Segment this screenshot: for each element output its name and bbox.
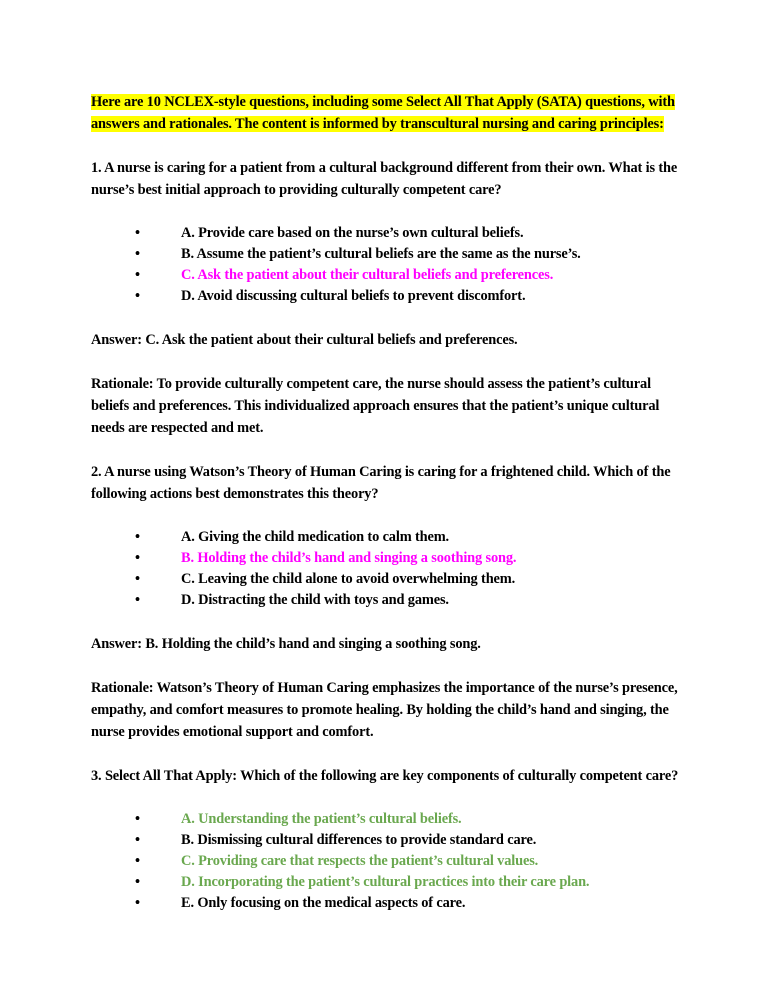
question-2-rationale: Rationale: Watson’s Theory of Human Caring emphasizes the importance of the nurse’s presence, empathy, and comfort measures to promote healing. By holding the child’s hand and singing, the nurse provides emotional support and comfort. [91,680,678,740]
bullet-icon: • [135,267,140,283]
question-2-stem: 2. A nurse using Watson’s Theory of Human Caring is caring for a frightened child. Which of the following actions best demonstrates this theory? [91,464,671,502]
question-3-stem: 3. Select All That Apply: Which of the following are key components of culturally competent care? [91,768,679,784]
question-3-options [91,809,691,914]
option-item [91,893,691,914]
option-text: C. Leaving the child alone to avoid overwhelming them. [181,571,516,587]
option-item-correct [91,872,691,893]
option-item [91,590,691,611]
highlighted-intro-text: Here are 10 NCLEX-style questions, including some Select All That Apply (SATA) questions, with answers and rationales. The content is informed by transcultural nursing and caring principles: [91,94,675,132]
bullet-icon: • [135,550,140,566]
option-text: D. Distracting the child with toys and games. [181,592,449,608]
option-text: A. Giving the child medication to calm them. [181,529,450,545]
bullet-icon: • [135,832,140,848]
bullet-icon: • [135,592,140,608]
option-item-correct [91,548,691,569]
intro-paragraph [91,91,691,135]
question-1-options [91,223,691,307]
option-text: B. Dismissing cultural differences to provide standard care. [181,832,537,848]
option-item-correct [91,851,691,872]
option-text: E. Only focusing on the medical aspects of care. [181,895,466,911]
option-item-correct [91,265,691,286]
option-text-correct: C. Ask the patient about their cultural beliefs and preferences. [181,267,554,283]
option-item [91,830,691,851]
option-text: B. Assume the patient’s cultural beliefs are the same as the nurse’s. [181,246,581,262]
bullet-icon: • [135,571,140,587]
question-2-options [91,527,691,611]
bullet-icon: • [135,853,140,869]
option-item [91,244,691,265]
bullet-icon: • [135,874,140,890]
option-text: A. Provide care based on the nurse’s own cultural beliefs. [181,225,524,241]
option-text-correct: B. Holding the child’s hand and singing a soothing song. [181,550,517,566]
bullet-icon: • [135,225,140,241]
option-item-correct [91,809,691,830]
question-1-stem: 1. A nurse is caring for a patient from a cultural background different from their own. What is the nurse’s best initial approach to providing culturally competent care? [91,160,678,198]
bullet-icon: • [135,529,140,545]
bullet-icon: • [135,288,140,304]
option-item [91,286,691,307]
question-1-rationale: Rationale: To provide culturally competent care, the nurse should assess the patient’s cultural beliefs and preferences. This individualized approach ensures that the patient’s unique cultural needs are respected and met. [91,376,660,436]
option-item [91,527,691,548]
question-1-answer: Answer: C. Ask the patient about their cultural beliefs and preferences. [91,332,518,348]
question-2-answer: Answer: B. Holding the child’s hand and singing a soothing song. [91,636,481,652]
option-text-correct: D. Incorporating the patient’s cultural practices into their care plan. [181,874,590,890]
bullet-icon: • [135,246,140,262]
option-text: D. Avoid discussing cultural beliefs to prevent discomfort. [181,288,526,304]
document-content [91,91,691,936]
bullet-icon: • [135,811,140,827]
option-item [91,223,691,244]
option-item [91,569,691,590]
option-text-correct: A. Understanding the patient’s cultural beliefs. [181,811,462,827]
bullet-icon: • [135,895,140,911]
option-text-correct: C. Providing care that respects the patient’s cultural values. [181,853,539,869]
